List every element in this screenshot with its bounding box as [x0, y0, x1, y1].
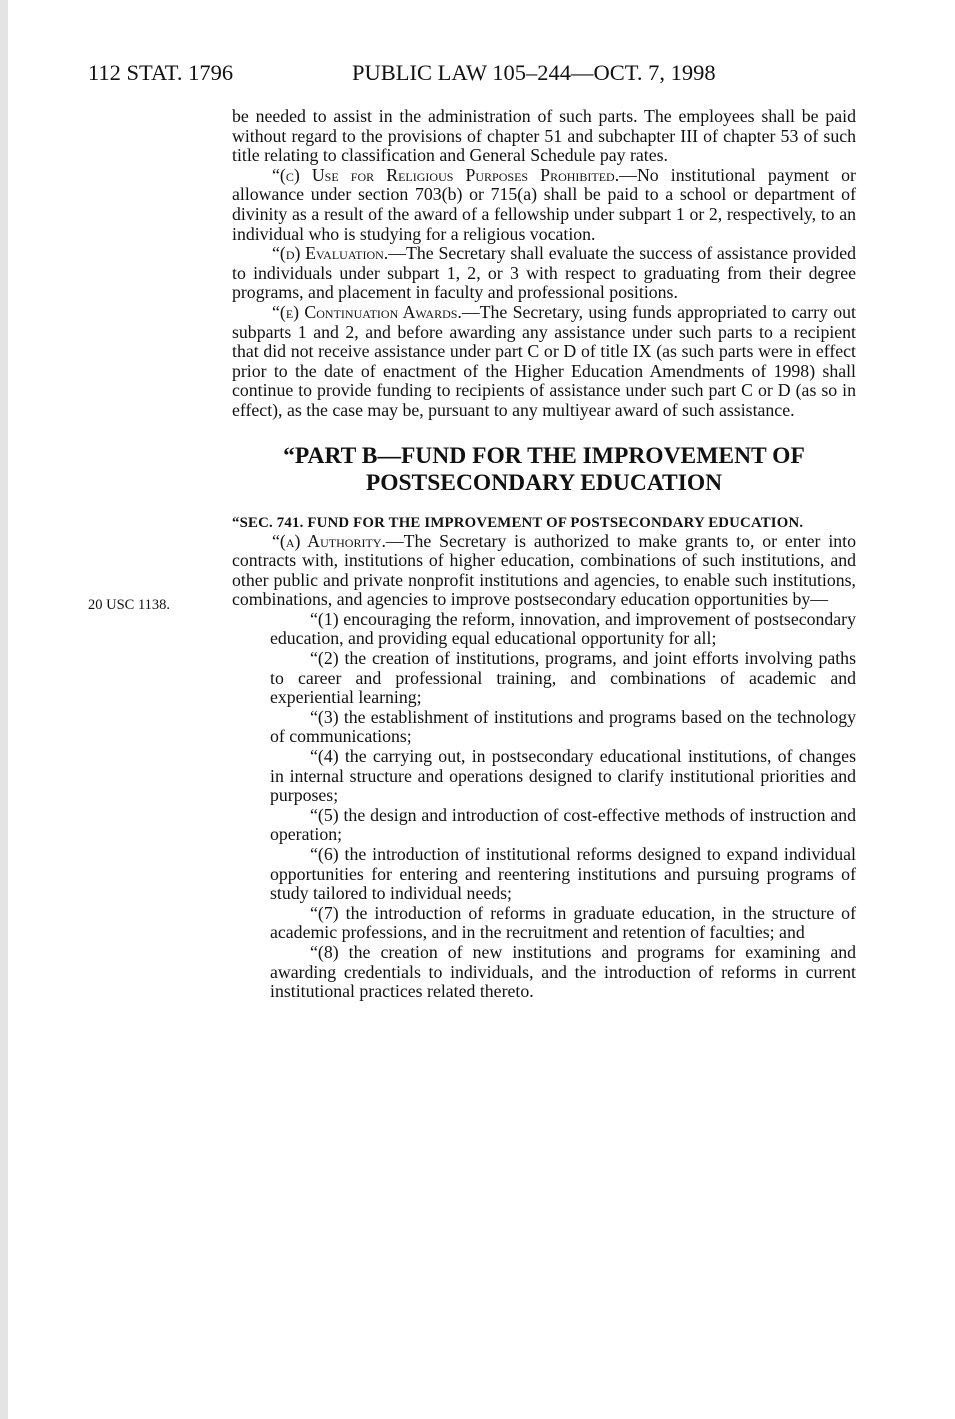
page-header: [88, 60, 716, 86]
authority-label: “(a) Authority.: [272, 530, 386, 551]
paragraph-c: [232, 166, 856, 244]
public-law-citation: PUBLIC LAW 105–244—OCT. 7, 1998: [352, 60, 716, 85]
list-item: “(1) encouraging the reform, innovation, and improvement of postsecondary education, and providing equal educational opportunity for all;: [270, 608, 856, 649]
list-item: “(6) the introduction of institutional reforms designed to expand individual opportunities for entering and reentering institutions and pursuing programs of study tailored to individual needs;: [270, 844, 856, 904]
paragraph-d-text: —The Secretary shall evaluate the success of assistance provided to individuals under subpart 1, 2, or 3 with respect to graduating from their degree programs, and placement in faculty and professional positions.: [232, 243, 856, 303]
authority-text: —The Secretary is authorized to make grants to, or enter into contracts with, institutions of higher education, combinations of such institutions, and other public and private nonprofit institutions and agencies, to enable such institutions, combinations, and agencies to improve postsecondary education opportunities by—: [232, 530, 856, 610]
paragraph-e: [232, 303, 856, 421]
list-item: “(7) the introduction of reforms in graduate education, in the structure of academic professions, and in the recruitment and retention of faculties; and: [270, 902, 856, 943]
scan-edge: [0, 0, 8, 1419]
list-item: “(3) the establishment of institutions and programs based on the technology of communications;: [270, 706, 856, 747]
list-item: “(2) the creation of institutions, programs, and joint efforts involving paths to career and professional training, and combinations of academic and experiential learning;: [270, 648, 856, 708]
part-title-line-2: POSTSECONDARY EDUCATION: [365, 469, 723, 496]
list-item: “(5) the design and introduction of cost-effective methods of instruction and operation;: [270, 804, 856, 845]
usc-margin-note: 20 USC 1138.: [88, 597, 171, 613]
part-title: [232, 443, 856, 497]
continued-paragraph: be needed to assist in the administration of such parts. The employees shall be paid without regard to the provisions of chapter 51 and subchapter III of chapter 53 of such title relating to classification and General Schedule pay rates.: [232, 106, 856, 166]
paragraph-e-text: —The Secretary, using funds appropriated to carry out subparts 1 and 2, and before awarding any assistance under such parts to a recipient that did not receive assistance under part C or D of title IX (as such parts were in effect prior to the date of enactment of the Higher Education Amendments of 1998) shall continue to provide funding to recipients of assistance under such part C or D (as so in effect), as the case may be, pursuant to any multiyear award of such assistance.: [232, 301, 856, 420]
paragraph-e-label: “(e) Continuation Awards.: [272, 301, 462, 322]
list-item: “(8) the creation of new institutions and programs for examining and awarding credentials to individuals, and the introduction of reforms in current institutional practices related thereto.: [270, 941, 856, 1002]
paragraph-d: [232, 244, 856, 303]
paragraph-c-text: —No institutional payment or allowance under section 703(b) or 715(a) shall be paid to a school or department of divinity as a result of the award of a fellowship under subpart 1 or 2, respectively, to an individual who is studying for a religious vocation.: [232, 164, 856, 244]
paragraph-c-label: “(c) Use for Religious Purposes Prohibited.: [272, 164, 620, 185]
section-heading: “SEC. 741. FUND FOR THE IMPROVEMENT OF POSTSECONDARY EDUCATION.: [232, 514, 804, 531]
statute-citation: 112 STAT. 1796: [88, 60, 234, 85]
body-text: [232, 107, 856, 1002]
part-title-line-1: “PART B—FUND FOR THE IMPROVEMENT OF: [283, 442, 805, 469]
paragraph-d-label: “(d) Evaluation.: [272, 243, 389, 264]
list-item: “(4) the carrying out, in postsecondary educational institutions, of changes in internal structure and operations designed to clarify institutional priorities and purposes;: [270, 746, 856, 806]
paragraph-a-authority: [232, 532, 856, 610]
